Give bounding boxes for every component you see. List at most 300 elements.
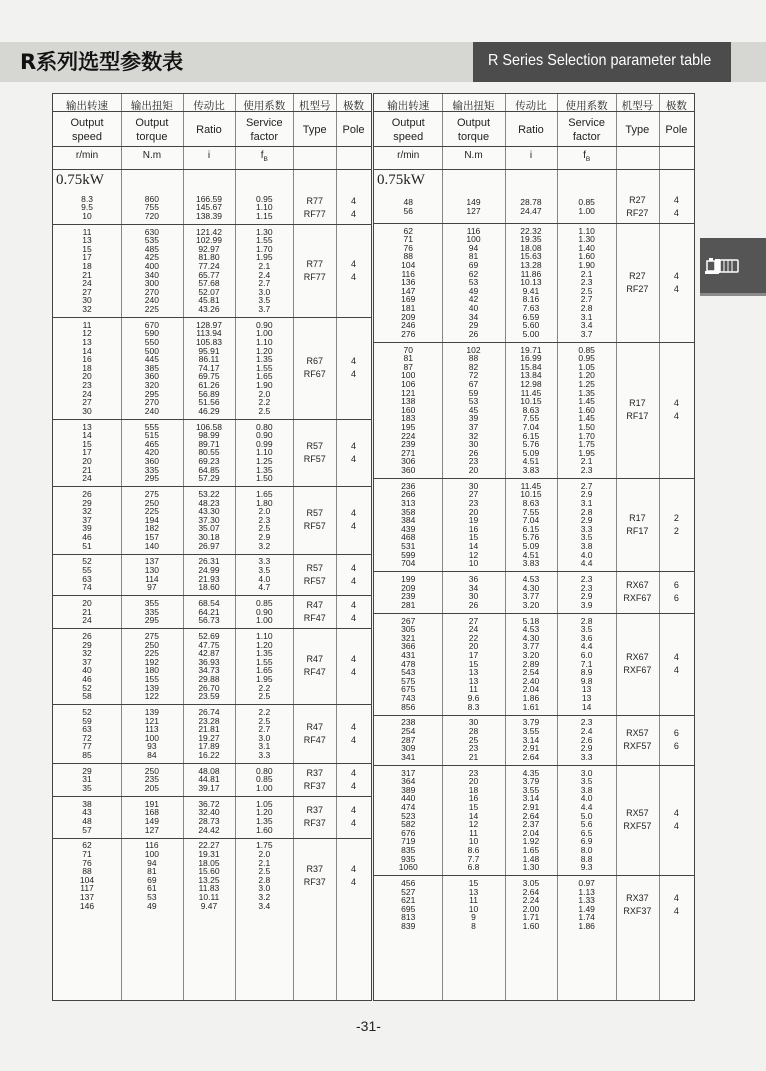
cell-sf: 2.0 bbox=[258, 388, 271, 399]
cell-pole: 4 bbox=[350, 258, 356, 269]
column-title-en: Ratio bbox=[518, 124, 544, 136]
column-torque bbox=[121, 423, 183, 483]
cell-ratio: 57.68 bbox=[198, 278, 220, 289]
column-ratio bbox=[505, 346, 558, 475]
page-number: -31- bbox=[356, 1018, 381, 1034]
cell-ratio: 26.70 bbox=[198, 682, 220, 693]
cell-torque: 8.3 bbox=[467, 701, 480, 712]
cell-torque: 32 bbox=[468, 430, 479, 441]
column-title-en: Type bbox=[625, 124, 650, 136]
cell-type: RF37 bbox=[303, 780, 326, 791]
cell-torque: 130 bbox=[144, 564, 159, 575]
cell-torque: 235 bbox=[144, 774, 159, 785]
cell-speed: 317 bbox=[401, 767, 416, 778]
cell-sf: 0.85 bbox=[578, 197, 595, 208]
cell-torque: 320 bbox=[144, 379, 159, 390]
cell-sf: 3.0 bbox=[258, 732, 271, 743]
column-speed bbox=[53, 767, 121, 793]
cell-sf: 0.85 bbox=[578, 344, 595, 355]
cell-type: R17 bbox=[629, 512, 646, 523]
cell-torque: 250 bbox=[144, 497, 159, 508]
cell-sf: 1.20 bbox=[256, 807, 273, 818]
cell-sf: 1.75 bbox=[256, 840, 273, 851]
cell-torque: 149 bbox=[144, 815, 159, 826]
cell-torque: 81 bbox=[468, 251, 479, 262]
column-sf bbox=[557, 575, 616, 609]
column-header-cell bbox=[374, 94, 442, 170]
cell-sf: 8.8 bbox=[580, 853, 593, 864]
cell-speed: 14 bbox=[82, 345, 92, 356]
title-english: R Series Selection parameter table bbox=[488, 52, 712, 69]
cell-ratio: 7.55 bbox=[522, 413, 540, 424]
cell-type: R77 bbox=[306, 195, 323, 206]
cell-sf: 0.90 bbox=[256, 606, 273, 617]
cell-ratio: 4.51 bbox=[522, 549, 540, 560]
cell-ratio: 37.30 bbox=[198, 514, 220, 525]
cell-ratio: 18.08 bbox=[520, 242, 542, 253]
cell-torque: 295 bbox=[144, 388, 159, 399]
cell-speed: 52 bbox=[82, 682, 92, 693]
cell-ratio: 64.21 bbox=[198, 606, 220, 617]
column-ratio bbox=[183, 841, 235, 910]
cell-ratio: 19.31 bbox=[198, 848, 220, 859]
column-speed bbox=[374, 879, 442, 931]
cell-sf: 3.1 bbox=[580, 497, 593, 508]
cell-ratio: 15.84 bbox=[520, 361, 542, 372]
cell-speed: 58 bbox=[82, 691, 92, 702]
cell-speed: 676 bbox=[401, 827, 416, 838]
cell-ratio: 86.11 bbox=[198, 354, 220, 365]
cell-torque: 11 bbox=[469, 827, 478, 838]
cell-sf: 1.60 bbox=[578, 404, 595, 415]
cell-speed: 48 bbox=[403, 197, 413, 208]
column-title-en: Pole bbox=[342, 124, 365, 136]
cell-sf: 5.0 bbox=[580, 810, 593, 821]
cell-speed: 48 bbox=[82, 815, 92, 826]
cell-torque: 20 bbox=[468, 506, 479, 517]
cell-sf: 0.85 bbox=[256, 597, 273, 608]
column-title-en: Output torque bbox=[135, 117, 169, 143]
cell-ratio: 36.93 bbox=[198, 656, 220, 667]
column-sf bbox=[235, 632, 293, 701]
cell-speed: 29 bbox=[82, 639, 92, 650]
cell-ratio: 1.86 bbox=[522, 692, 540, 703]
cell-sf: 2.9 bbox=[580, 515, 593, 526]
column-header-cell bbox=[505, 94, 558, 170]
cell-torque: 12 bbox=[468, 549, 479, 560]
cell-torque: 270 bbox=[144, 286, 159, 297]
column-speed bbox=[374, 617, 442, 712]
cell-speed: 32 bbox=[82, 303, 92, 314]
column-ratio bbox=[183, 557, 235, 591]
cell-torque: 555 bbox=[144, 421, 159, 432]
cell-type: RF57 bbox=[303, 575, 326, 586]
cell-ratio: 24.99 bbox=[198, 564, 220, 575]
cell-speed: 306 bbox=[401, 456, 416, 467]
cell-speed: 137 bbox=[79, 891, 95, 902]
column-speed bbox=[53, 632, 121, 701]
cell-speed: 104 bbox=[401, 259, 416, 270]
column-title-cn: 机型号 bbox=[621, 100, 654, 112]
cell-ratio: 102.99 bbox=[195, 235, 222, 246]
cell-pole: 2 bbox=[673, 512, 679, 523]
cell-sf: 1.33 bbox=[578, 895, 595, 906]
header-rule bbox=[374, 169, 694, 170]
cell-sf: 3.1 bbox=[258, 741, 271, 752]
parameter-group bbox=[53, 317, 371, 419]
parameter-group bbox=[374, 223, 694, 342]
cell-torque: 22 bbox=[468, 632, 479, 643]
column-unit bbox=[557, 150, 616, 163]
cell-sf: 1.65 bbox=[256, 665, 273, 676]
cell-torque: 182 bbox=[144, 523, 159, 534]
column-speed bbox=[53, 841, 121, 910]
cell-torque: 18 bbox=[468, 784, 479, 795]
cell-type: RF27 bbox=[626, 208, 649, 218]
cell-ratio: 3.77 bbox=[522, 591, 540, 602]
cell-speed: 456 bbox=[401, 877, 416, 888]
column-header-cell bbox=[659, 94, 694, 170]
cell-pole: 4 bbox=[350, 369, 356, 380]
cell-sf: 4.0 bbox=[258, 573, 271, 584]
cell-pole: 6 bbox=[673, 580, 679, 591]
cell-torque: 139 bbox=[144, 682, 159, 693]
cell-speed: 199 bbox=[401, 573, 416, 584]
cell-sf: 6.9 bbox=[580, 836, 593, 847]
cell-speed: 62 bbox=[82, 840, 92, 851]
cell-pole: 4 bbox=[673, 905, 679, 916]
cell-sf: 1.00 bbox=[256, 328, 273, 339]
cell-torque: 53 bbox=[468, 396, 479, 407]
cell-torque: 53 bbox=[147, 891, 157, 902]
cell-torque: 15 bbox=[468, 877, 479, 888]
cell-ratio: 92.97 bbox=[198, 243, 220, 254]
cell-torque: 670 bbox=[144, 319, 159, 330]
cell-sf: 3.1 bbox=[580, 311, 593, 322]
cell-ratio: 4.51 bbox=[522, 456, 540, 467]
cell-torque: 30 bbox=[468, 591, 479, 602]
cell-type: RXF37 bbox=[623, 905, 652, 916]
cell-sf: 1.20 bbox=[578, 370, 595, 381]
cell-type: RXF67 bbox=[623, 593, 652, 604]
cell-speed: 1060 bbox=[398, 862, 418, 873]
cell-speed: 384 bbox=[401, 515, 416, 526]
cell-torque: 14 bbox=[468, 540, 479, 551]
cell-ratio: 121.42 bbox=[195, 226, 222, 237]
cell-ratio: 145.67 bbox=[195, 202, 222, 213]
cell-speed: 527 bbox=[401, 886, 416, 897]
cell-speed: 360 bbox=[401, 464, 416, 475]
cell-ratio: 80.55 bbox=[198, 447, 220, 458]
column-ratio bbox=[183, 767, 235, 793]
column-title-cn: 输出扭矩 bbox=[130, 100, 173, 112]
cell-speed: 267 bbox=[401, 615, 416, 626]
cell-torque: 100 bbox=[144, 732, 159, 743]
column-speed bbox=[374, 198, 442, 215]
column-sf bbox=[235, 708, 293, 760]
cell-torque: 16 bbox=[468, 523, 479, 534]
cell-sf: 0.80 bbox=[256, 765, 273, 776]
cell-sf: 1.45 bbox=[578, 396, 595, 407]
cell-ratio: 34.73 bbox=[198, 665, 220, 676]
table-right bbox=[373, 93, 695, 1001]
cell-sf: 2.3 bbox=[580, 464, 593, 475]
cell-sf: 13 bbox=[581, 684, 592, 695]
cell-speed: 309 bbox=[401, 743, 416, 754]
cell-ratio: 28.78 bbox=[520, 197, 542, 208]
cell-ratio: 1.65 bbox=[522, 844, 540, 855]
cell-ratio: 4.30 bbox=[522, 632, 540, 643]
column-speed bbox=[53, 321, 121, 416]
cell-ratio: 23.28 bbox=[198, 715, 220, 726]
cell-torque: 20 bbox=[468, 776, 479, 787]
cell-speed: 321 bbox=[401, 632, 416, 643]
cell-torque: 6.8 bbox=[467, 862, 480, 873]
cell-ratio: 64.85 bbox=[198, 464, 220, 475]
cell-torque: 500 bbox=[144, 345, 159, 356]
cell-torque: 10 bbox=[468, 903, 479, 914]
cell-torque: 12 bbox=[468, 819, 479, 830]
column-title-en: Type bbox=[302, 124, 327, 136]
column-speed bbox=[53, 708, 121, 760]
cell-ratio: 43.30 bbox=[198, 506, 220, 517]
cell-pole: 4 bbox=[350, 780, 356, 791]
cell-torque: 62 bbox=[468, 268, 479, 279]
cell-torque: 81 bbox=[147, 866, 157, 877]
cell-type: R57 bbox=[306, 508, 323, 519]
cell-ratio: 166.59 bbox=[195, 193, 222, 204]
cell-ratio: 2.04 bbox=[522, 827, 540, 838]
cell-ratio: 8.16 bbox=[522, 294, 540, 305]
cell-torque: 240 bbox=[144, 405, 159, 416]
cell-speed: 8.3 bbox=[81, 193, 93, 204]
cell-speed: 9.5 bbox=[81, 202, 93, 213]
cell-torque: 11 bbox=[469, 684, 478, 695]
cell-ratio: 5.18 bbox=[522, 615, 540, 626]
cell-ratio: 3.83 bbox=[522, 558, 540, 569]
column-ratio bbox=[505, 769, 558, 872]
cell-speed: 29 bbox=[82, 497, 92, 508]
cell-sf: 3.3 bbox=[258, 556, 271, 567]
cell-speed: 74 bbox=[82, 582, 92, 593]
column-header-cell bbox=[293, 94, 336, 170]
column-header-cell bbox=[183, 94, 235, 170]
cell-torque: 42 bbox=[468, 294, 479, 305]
cell-type: R57 bbox=[306, 440, 323, 451]
cell-speed: 56 bbox=[403, 205, 413, 216]
cell-pole: 4 bbox=[673, 195, 679, 205]
column-ratio bbox=[183, 632, 235, 701]
cell-speed: 27 bbox=[82, 286, 92, 297]
column-sf bbox=[557, 227, 616, 339]
cell-torque: 335 bbox=[144, 606, 159, 617]
cell-pole: 4 bbox=[350, 721, 356, 732]
cell-sf: 1.35 bbox=[256, 464, 273, 475]
column-header bbox=[374, 94, 694, 170]
cell-torque: 97 bbox=[147, 582, 157, 593]
cell-torque: 25 bbox=[468, 734, 479, 745]
cell-torque: 9 bbox=[471, 912, 476, 923]
cell-ratio: 11.45 bbox=[520, 387, 542, 398]
column-ratio bbox=[183, 228, 235, 314]
column-title-cn: 极数 bbox=[343, 100, 364, 112]
column-title-cn: 使用系数 bbox=[565, 100, 608, 112]
cell-pole: 4 bbox=[350, 804, 356, 815]
column-title-cn: 使用系数 bbox=[243, 100, 286, 112]
cell-speed: 76 bbox=[82, 857, 92, 868]
cell-speed: 31 bbox=[82, 774, 92, 785]
cell-torque: 13 bbox=[468, 667, 479, 678]
cell-torque: 139 bbox=[144, 706, 159, 717]
column-torque bbox=[442, 198, 504, 215]
cell-ratio: 5.76 bbox=[522, 532, 540, 543]
column-sf bbox=[557, 198, 616, 215]
cell-ratio: 10.11 bbox=[198, 891, 220, 902]
cell-sf: 1.10 bbox=[578, 225, 595, 236]
cell-torque: 94 bbox=[147, 857, 157, 868]
cell-sf: 1.50 bbox=[578, 421, 595, 432]
cell-sf: 1.15 bbox=[256, 210, 273, 221]
column-unit bbox=[374, 150, 442, 161]
cell-torque: 7.7 bbox=[467, 853, 480, 864]
cell-torque: 250 bbox=[144, 765, 159, 776]
column-torque bbox=[442, 575, 504, 609]
cell-torque: 116 bbox=[466, 225, 481, 236]
column-ratio bbox=[505, 482, 558, 568]
cell-type: R67 bbox=[306, 356, 323, 367]
parameter-group bbox=[53, 763, 371, 796]
cell-ratio: 2.40 bbox=[522, 675, 540, 686]
cell-type: RF47 bbox=[303, 734, 326, 745]
cell-sf: 4.0 bbox=[580, 549, 593, 560]
cell-type: RF67 bbox=[303, 369, 326, 380]
cell-torque: 94 bbox=[468, 242, 479, 253]
cell-ratio: 105.83 bbox=[195, 336, 222, 347]
cell-torque: 53 bbox=[468, 277, 479, 288]
cell-ratio: 6.15 bbox=[522, 430, 540, 441]
column-ratio bbox=[505, 879, 558, 931]
cell-torque: 23 bbox=[468, 456, 479, 467]
cell-type: RF57 bbox=[303, 521, 326, 532]
cell-sf: 1.10 bbox=[256, 202, 273, 213]
cell-torque: 34 bbox=[468, 582, 479, 593]
column-ratio bbox=[183, 321, 235, 416]
parameter-group bbox=[53, 796, 371, 838]
cell-type: RF37 bbox=[303, 817, 326, 828]
cell-sf: 1.05 bbox=[578, 361, 595, 372]
cell-torque: 360 bbox=[144, 455, 159, 466]
cell-speed: 55 bbox=[82, 564, 92, 575]
cell-torque: 34 bbox=[468, 311, 479, 322]
column-torque bbox=[442, 718, 504, 761]
cell-torque: 15 bbox=[468, 532, 479, 543]
cell-speed: 209 bbox=[401, 582, 416, 593]
cell-speed: 85 bbox=[82, 749, 92, 760]
cell-torque: 26 bbox=[468, 599, 479, 610]
cell-ratio: 19.71 bbox=[520, 344, 542, 355]
column-speed bbox=[374, 482, 442, 568]
parameter-group bbox=[374, 613, 694, 715]
parameter-group bbox=[374, 765, 694, 875]
cell-torque: 630 bbox=[144, 226, 159, 237]
cell-speed: 18 bbox=[82, 260, 92, 271]
cell-ratio: 32.40 bbox=[198, 807, 220, 818]
cell-ratio: 13.28 bbox=[520, 259, 542, 270]
cell-torque: 49 bbox=[147, 900, 157, 911]
cell-ratio: 3.77 bbox=[522, 641, 540, 652]
unit-subscript: B bbox=[585, 156, 591, 163]
column-speed bbox=[374, 718, 442, 761]
cell-sf: 2.0 bbox=[258, 848, 271, 859]
column-torque bbox=[121, 321, 183, 416]
cell-ratio: 11.45 bbox=[520, 480, 542, 491]
cell-pole: 4 bbox=[350, 440, 356, 451]
column-header-cell bbox=[235, 94, 293, 170]
unit-text: r/min bbox=[397, 150, 420, 161]
cell-sf: 1.80 bbox=[256, 497, 273, 508]
cell-speed: 57 bbox=[82, 824, 92, 835]
cell-type: RF77 bbox=[303, 208, 326, 219]
column-speed bbox=[53, 800, 121, 834]
cell-type: RF27 bbox=[626, 283, 649, 294]
cell-type: RXF57 bbox=[623, 740, 652, 751]
cell-speed: 59 bbox=[82, 715, 92, 726]
column-ratio bbox=[505, 617, 558, 712]
header-rule bbox=[374, 111, 694, 112]
cell-torque: 720 bbox=[144, 210, 159, 221]
cell-torque: 860 bbox=[144, 193, 159, 204]
cell-type: R47 bbox=[306, 721, 323, 732]
cell-sf: 1.50 bbox=[256, 473, 273, 484]
column-title-en: Output speed bbox=[391, 117, 425, 143]
cell-speed: 71 bbox=[82, 848, 92, 859]
cell-torque: 113 bbox=[145, 724, 159, 735]
cell-sf: 2.7 bbox=[580, 480, 593, 491]
column-torque bbox=[121, 800, 183, 834]
column-title-cn: 输出转速 bbox=[66, 100, 109, 112]
cell-ratio: 43.26 bbox=[198, 303, 220, 314]
cell-sf: 2.8 bbox=[258, 874, 271, 885]
cell-torque: 21 bbox=[468, 751, 479, 762]
cell-ratio: 2.64 bbox=[522, 886, 540, 897]
cell-pole: 4 bbox=[350, 508, 356, 519]
cell-torque: 168 bbox=[144, 807, 159, 818]
cell-torque: 23 bbox=[468, 743, 479, 754]
cell-pole: 4 bbox=[673, 821, 679, 832]
parameter-group bbox=[53, 554, 371, 596]
parameter-group bbox=[374, 571, 694, 613]
cell-torque: 10 bbox=[468, 558, 479, 569]
cell-ratio: 68.54 bbox=[198, 597, 220, 608]
column-sf bbox=[235, 423, 293, 483]
cell-speed: 121 bbox=[401, 387, 416, 398]
cell-ratio: 5.09 bbox=[522, 447, 540, 458]
cell-speed: 52 bbox=[82, 556, 92, 567]
cell-torque: 39 bbox=[468, 413, 479, 424]
cell-sf: 0.95 bbox=[578, 353, 595, 364]
cell-sf: 2.2 bbox=[258, 397, 271, 408]
cell-torque: 425 bbox=[144, 252, 159, 263]
cell-speed: 37 bbox=[82, 514, 92, 525]
cell-ratio: 6.59 bbox=[522, 311, 540, 322]
column-title-en: Service factor bbox=[245, 117, 283, 143]
cell-ratio: 5.76 bbox=[522, 439, 540, 450]
cell-sf: 2.4 bbox=[580, 725, 593, 736]
cell-ratio: 7.55 bbox=[522, 506, 540, 517]
cell-sf: 1.10 bbox=[256, 336, 273, 347]
cell-speed: 21 bbox=[82, 269, 92, 280]
cell-torque: 205 bbox=[144, 782, 159, 793]
